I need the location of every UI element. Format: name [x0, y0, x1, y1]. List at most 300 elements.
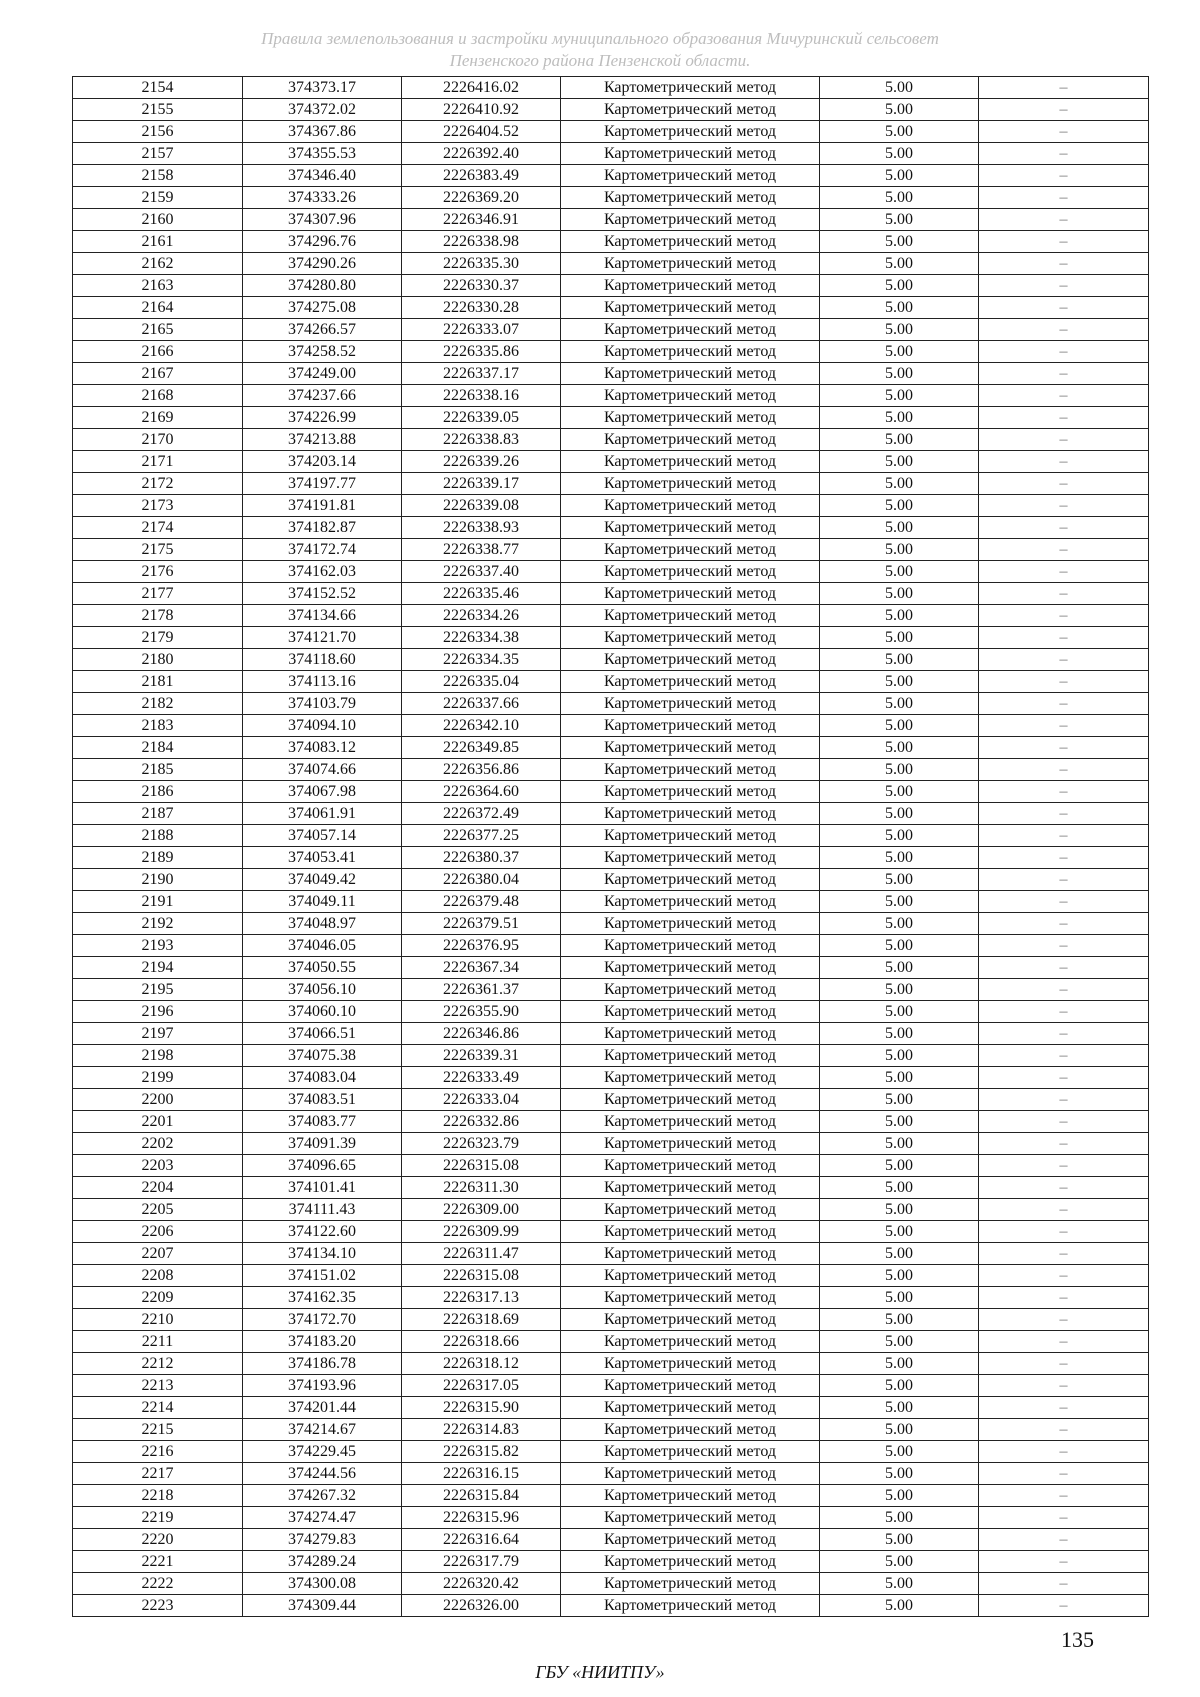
point-number-cell: 2166 [73, 341, 243, 363]
y-coordinate-cell: 2226309.99 [402, 1221, 561, 1243]
x-coordinate-cell: 374201.44 [243, 1397, 402, 1419]
x-coordinate-cell: 374258.52 [243, 341, 402, 363]
accuracy-cell: 5.00 [820, 1287, 979, 1309]
table-row [73, 627, 1149, 649]
note-cell: – [979, 319, 1149, 341]
table-row [73, 1111, 1149, 1133]
method-cell: Картометрический метод [561, 1485, 820, 1507]
table-row [73, 957, 1149, 979]
y-coordinate-cell: 2226383.49 [402, 165, 561, 187]
note-cell: – [979, 165, 1149, 187]
table-row [73, 1441, 1149, 1463]
x-coordinate-cell: 374267.32 [243, 1485, 402, 1507]
method-cell: Картометрический метод [561, 1265, 820, 1287]
note-cell: – [979, 671, 1149, 693]
accuracy-cell: 5.00 [820, 1551, 979, 1573]
table-row [73, 605, 1149, 627]
note-cell: – [979, 935, 1149, 957]
note-cell: – [979, 1111, 1149, 1133]
table-row [73, 935, 1149, 957]
x-coordinate-cell: 374061.91 [243, 803, 402, 825]
table-row [73, 517, 1149, 539]
point-number-cell: 2214 [73, 1397, 243, 1419]
note-cell: – [979, 1221, 1149, 1243]
method-cell: Картометрический метод [561, 429, 820, 451]
x-coordinate-cell: 374083.12 [243, 737, 402, 759]
table-row [73, 187, 1149, 209]
accuracy-cell: 5.00 [820, 913, 979, 935]
x-coordinate-cell: 374203.14 [243, 451, 402, 473]
accuracy-cell: 5.00 [820, 957, 979, 979]
note-cell: – [979, 341, 1149, 363]
table-row [73, 979, 1149, 1001]
accuracy-cell: 5.00 [820, 1045, 979, 1067]
note-cell: – [979, 715, 1149, 737]
accuracy-cell: 5.00 [820, 693, 979, 715]
note-cell: – [979, 121, 1149, 143]
method-cell: Картометрический метод [561, 1045, 820, 1067]
method-cell: Картометрический метод [561, 1199, 820, 1221]
y-coordinate-cell: 2226337.17 [402, 363, 561, 385]
method-cell: Картометрический метод [561, 1397, 820, 1419]
point-number-cell: 2215 [73, 1419, 243, 1441]
method-cell: Картометрический метод [561, 385, 820, 407]
x-coordinate-cell: 374275.08 [243, 297, 402, 319]
y-coordinate-cell: 2226338.83 [402, 429, 561, 451]
x-coordinate-cell: 374274.47 [243, 1507, 402, 1529]
y-coordinate-cell: 2226317.05 [402, 1375, 561, 1397]
table-row [73, 1309, 1149, 1331]
x-coordinate-cell: 374048.97 [243, 913, 402, 935]
table-row [73, 275, 1149, 297]
point-number-cell: 2204 [73, 1177, 243, 1199]
y-coordinate-cell: 2226337.40 [402, 561, 561, 583]
x-coordinate-cell: 374066.51 [243, 1023, 402, 1045]
y-coordinate-cell: 2226334.35 [402, 649, 561, 671]
x-coordinate-cell: 374296.76 [243, 231, 402, 253]
point-number-cell: 2200 [73, 1089, 243, 1111]
x-coordinate-cell: 374266.57 [243, 319, 402, 341]
accuracy-cell: 5.00 [820, 539, 979, 561]
point-number-cell: 2218 [73, 1485, 243, 1507]
note-cell: – [979, 275, 1149, 297]
note-cell: – [979, 1441, 1149, 1463]
table-row [73, 1419, 1149, 1441]
point-number-cell: 2196 [73, 1001, 243, 1023]
accuracy-cell: 5.00 [820, 1265, 979, 1287]
accuracy-cell: 5.00 [820, 781, 979, 803]
note-cell: – [979, 363, 1149, 385]
point-number-cell: 2195 [73, 979, 243, 1001]
method-cell: Картометрический метод [561, 957, 820, 979]
accuracy-cell: 5.00 [820, 1573, 979, 1595]
note-cell: – [979, 1067, 1149, 1089]
table-row [73, 1001, 1149, 1023]
note-cell: – [979, 517, 1149, 539]
x-coordinate-cell: 374053.41 [243, 847, 402, 869]
x-coordinate-cell: 374213.88 [243, 429, 402, 451]
table-row [73, 693, 1149, 715]
note-cell: – [979, 143, 1149, 165]
point-number-cell: 2188 [73, 825, 243, 847]
method-cell: Картометрический метод [561, 1331, 820, 1353]
x-coordinate-cell: 374172.74 [243, 539, 402, 561]
note-cell: – [979, 1133, 1149, 1155]
accuracy-cell: 5.00 [820, 165, 979, 187]
accuracy-cell: 5.00 [820, 1001, 979, 1023]
point-number-cell: 2168 [73, 385, 243, 407]
y-coordinate-cell: 2226311.30 [402, 1177, 561, 1199]
accuracy-cell: 5.00 [820, 121, 979, 143]
point-number-cell: 2192 [73, 913, 243, 935]
method-cell: Картометрический метод [561, 187, 820, 209]
method-cell: Картометрический метод [561, 759, 820, 781]
note-cell: – [979, 187, 1149, 209]
y-coordinate-cell: 2226315.90 [402, 1397, 561, 1419]
method-cell: Картометрический метод [561, 913, 820, 935]
accuracy-cell: 5.00 [820, 1111, 979, 1133]
x-coordinate-cell: 374075.38 [243, 1045, 402, 1067]
method-cell: Картометрический метод [561, 1023, 820, 1045]
y-coordinate-cell: 2226317.79 [402, 1551, 561, 1573]
accuracy-cell: 5.00 [820, 737, 979, 759]
y-coordinate-cell: 2226314.83 [402, 1419, 561, 1441]
point-number-cell: 2211 [73, 1331, 243, 1353]
method-cell: Картометрический метод [561, 231, 820, 253]
point-number-cell: 2208 [73, 1265, 243, 1287]
method-cell: Картометрический метод [561, 847, 820, 869]
method-cell: Картометрический метод [561, 253, 820, 275]
note-cell: – [979, 451, 1149, 473]
point-number-cell: 2223 [73, 1595, 243, 1617]
y-coordinate-cell: 2226335.04 [402, 671, 561, 693]
x-coordinate-cell: 374103.79 [243, 693, 402, 715]
x-coordinate-cell: 374355.53 [243, 143, 402, 165]
y-coordinate-cell: 2226338.16 [402, 385, 561, 407]
method-cell: Картометрический метод [561, 649, 820, 671]
method-cell: Картометрический метод [561, 407, 820, 429]
note-cell: – [979, 1419, 1149, 1441]
method-cell: Картометрический метод [561, 1595, 820, 1617]
accuracy-cell: 5.00 [820, 1331, 979, 1353]
point-number-cell: 2173 [73, 495, 243, 517]
point-number-cell: 2206 [73, 1221, 243, 1243]
accuracy-cell: 5.00 [820, 1485, 979, 1507]
method-cell: Картометрический метод [561, 979, 820, 1001]
accuracy-cell: 5.00 [820, 935, 979, 957]
x-coordinate-cell: 374050.55 [243, 957, 402, 979]
point-number-cell: 2216 [73, 1441, 243, 1463]
x-coordinate-cell: 374151.02 [243, 1265, 402, 1287]
note-cell: – [979, 869, 1149, 891]
point-number-cell: 2183 [73, 715, 243, 737]
x-coordinate-cell: 374113.16 [243, 671, 402, 693]
method-cell: Картометрический метод [561, 319, 820, 341]
table-row [73, 473, 1149, 495]
table-row [73, 1221, 1149, 1243]
method-cell: Картометрический метод [561, 99, 820, 121]
accuracy-cell: 5.00 [820, 869, 979, 891]
y-coordinate-cell: 2226379.51 [402, 913, 561, 935]
point-number-cell: 2209 [73, 1287, 243, 1309]
method-cell: Картометрический метод [561, 539, 820, 561]
x-coordinate-cell: 374096.65 [243, 1155, 402, 1177]
point-number-cell: 2212 [73, 1353, 243, 1375]
accuracy-cell: 5.00 [820, 275, 979, 297]
point-number-cell: 2205 [73, 1199, 243, 1221]
note-cell: – [979, 253, 1149, 275]
y-coordinate-cell: 2226335.86 [402, 341, 561, 363]
accuracy-cell: 5.00 [820, 1243, 979, 1265]
x-coordinate-cell: 374122.60 [243, 1221, 402, 1243]
table-row [73, 429, 1149, 451]
note-cell: – [979, 1045, 1149, 1067]
note-cell: – [979, 495, 1149, 517]
x-coordinate-cell: 374244.56 [243, 1463, 402, 1485]
table-row [73, 495, 1149, 517]
table-row [73, 1529, 1149, 1551]
y-coordinate-cell: 2226311.47 [402, 1243, 561, 1265]
accuracy-cell: 5.00 [820, 1353, 979, 1375]
table-row [73, 1177, 1149, 1199]
table-row [73, 451, 1149, 473]
header-line-2: Пензенского района Пензенской области. [449, 51, 751, 70]
accuracy-cell: 5.00 [820, 1595, 979, 1617]
accuracy-cell: 5.00 [820, 1529, 979, 1551]
y-coordinate-cell: 2226330.37 [402, 275, 561, 297]
page-header [0, 28, 1200, 72]
x-coordinate-cell: 374083.77 [243, 1111, 402, 1133]
x-coordinate-cell: 374094.10 [243, 715, 402, 737]
point-number-cell: 2178 [73, 605, 243, 627]
table-row [73, 77, 1149, 99]
accuracy-cell: 5.00 [820, 495, 979, 517]
x-coordinate-cell: 374307.96 [243, 209, 402, 231]
method-cell: Картометрический метод [561, 561, 820, 583]
method-cell: Картометрический метод [561, 165, 820, 187]
method-cell: Картометрический метод [561, 1287, 820, 1309]
point-number-cell: 2207 [73, 1243, 243, 1265]
point-number-cell: 2184 [73, 737, 243, 759]
method-cell: Картометрический метод [561, 1133, 820, 1155]
note-cell: – [979, 781, 1149, 803]
note-cell: – [979, 1287, 1149, 1309]
method-cell: Картометрический метод [561, 891, 820, 913]
note-cell: – [979, 1353, 1149, 1375]
note-cell: – [979, 891, 1149, 913]
point-number-cell: 2197 [73, 1023, 243, 1045]
note-cell: – [979, 847, 1149, 869]
method-cell: Картометрический метод [561, 693, 820, 715]
table-row [73, 759, 1149, 781]
y-coordinate-cell: 2226333.49 [402, 1067, 561, 1089]
x-coordinate-cell: 374111.43 [243, 1199, 402, 1221]
table-row [73, 1551, 1149, 1573]
table-row [73, 1331, 1149, 1353]
y-coordinate-cell: 2226337.66 [402, 693, 561, 715]
y-coordinate-cell: 2226346.91 [402, 209, 561, 231]
method-cell: Картометрический метод [561, 1419, 820, 1441]
y-coordinate-cell: 2226335.30 [402, 253, 561, 275]
point-number-cell: 2171 [73, 451, 243, 473]
table-row [73, 1595, 1149, 1617]
y-coordinate-cell: 2226346.86 [402, 1023, 561, 1045]
accuracy-cell: 5.00 [820, 671, 979, 693]
note-cell: – [979, 473, 1149, 495]
accuracy-cell: 5.00 [820, 1155, 979, 1177]
table-row [73, 253, 1149, 275]
point-number-cell: 2185 [73, 759, 243, 781]
accuracy-cell: 5.00 [820, 583, 979, 605]
note-cell: – [979, 605, 1149, 627]
point-number-cell: 2169 [73, 407, 243, 429]
y-coordinate-cell: 2226326.00 [402, 1595, 561, 1617]
accuracy-cell: 5.00 [820, 1309, 979, 1331]
accuracy-cell: 5.00 [820, 517, 979, 539]
accuracy-cell: 5.00 [820, 1177, 979, 1199]
point-number-cell: 2167 [73, 363, 243, 385]
table-row [73, 1243, 1149, 1265]
point-number-cell: 2203 [73, 1155, 243, 1177]
note-cell: – [979, 1001, 1149, 1023]
note-cell: – [979, 1089, 1149, 1111]
y-coordinate-cell: 2226318.69 [402, 1309, 561, 1331]
table-row [73, 649, 1149, 671]
point-number-cell: 2182 [73, 693, 243, 715]
point-number-cell: 2187 [73, 803, 243, 825]
note-cell: – [979, 1507, 1149, 1529]
point-number-cell: 2163 [73, 275, 243, 297]
y-coordinate-cell: 2226335.46 [402, 583, 561, 605]
note-cell: – [979, 913, 1149, 935]
x-coordinate-cell: 374101.41 [243, 1177, 402, 1199]
point-number-cell: 2217 [73, 1463, 243, 1485]
method-cell: Картометрический метод [561, 297, 820, 319]
table-row [73, 385, 1149, 407]
y-coordinate-cell: 2226364.60 [402, 781, 561, 803]
note-cell: – [979, 1199, 1149, 1221]
method-cell: Картометрический метод [561, 275, 820, 297]
x-coordinate-cell: 374197.77 [243, 473, 402, 495]
method-cell: Картометрический метод [561, 1309, 820, 1331]
accuracy-cell: 5.00 [820, 715, 979, 737]
accuracy-cell: 5.00 [820, 979, 979, 1001]
accuracy-cell: 5.00 [820, 407, 979, 429]
accuracy-cell: 5.00 [820, 473, 979, 495]
method-cell: Картометрический метод [561, 737, 820, 759]
y-coordinate-cell: 2226315.08 [402, 1265, 561, 1287]
y-coordinate-cell: 2226334.38 [402, 627, 561, 649]
accuracy-cell: 5.00 [820, 99, 979, 121]
x-coordinate-cell: 374172.70 [243, 1309, 402, 1331]
point-number-cell: 2170 [73, 429, 243, 451]
table-row [73, 1353, 1149, 1375]
y-coordinate-cell: 2226320.42 [402, 1573, 561, 1595]
x-coordinate-cell: 374057.14 [243, 825, 402, 847]
accuracy-cell: 5.00 [820, 1221, 979, 1243]
note-cell: – [979, 1463, 1149, 1485]
accuracy-cell: 5.00 [820, 451, 979, 473]
y-coordinate-cell: 2226377.25 [402, 825, 561, 847]
table-row [73, 781, 1149, 803]
y-coordinate-cell: 2226342.10 [402, 715, 561, 737]
note-cell: – [979, 1331, 1149, 1353]
method-cell: Картометрический метод [561, 1177, 820, 1199]
x-coordinate-cell: 374049.42 [243, 869, 402, 891]
y-coordinate-cell: 2226380.37 [402, 847, 561, 869]
y-coordinate-cell: 2226376.95 [402, 935, 561, 957]
x-coordinate-cell: 374134.66 [243, 605, 402, 627]
note-cell: – [979, 1529, 1149, 1551]
x-coordinate-cell: 374083.04 [243, 1067, 402, 1089]
note-cell: – [979, 825, 1149, 847]
y-coordinate-cell: 2226333.04 [402, 1089, 561, 1111]
method-cell: Картометрический метод [561, 143, 820, 165]
table-row [73, 1287, 1149, 1309]
y-coordinate-cell: 2226333.07 [402, 319, 561, 341]
point-number-cell: 2156 [73, 121, 243, 143]
method-cell: Картометрический метод [561, 495, 820, 517]
point-number-cell: 2157 [73, 143, 243, 165]
point-number-cell: 2202 [73, 1133, 243, 1155]
note-cell: – [979, 1243, 1149, 1265]
accuracy-cell: 5.00 [820, 385, 979, 407]
note-cell: – [979, 737, 1149, 759]
y-coordinate-cell: 2226332.86 [402, 1111, 561, 1133]
table-row [73, 847, 1149, 869]
table-row [73, 1375, 1149, 1397]
note-cell: – [979, 1177, 1149, 1199]
accuracy-cell: 5.00 [820, 1463, 979, 1485]
point-number-cell: 2161 [73, 231, 243, 253]
table-row [73, 297, 1149, 319]
method-cell: Картометрический метод [561, 1529, 820, 1551]
x-coordinate-cell: 374191.81 [243, 495, 402, 517]
note-cell: – [979, 1551, 1149, 1573]
accuracy-cell: 5.00 [820, 1199, 979, 1221]
table-row [73, 1067, 1149, 1089]
accuracy-cell: 5.00 [820, 231, 979, 253]
point-number-cell: 2154 [73, 77, 243, 99]
method-cell: Картометрический метод [561, 1463, 820, 1485]
note-cell: – [979, 561, 1149, 583]
x-coordinate-cell: 374300.08 [243, 1573, 402, 1595]
note-cell: – [979, 407, 1149, 429]
y-coordinate-cell: 2226318.12 [402, 1353, 561, 1375]
point-number-cell: 2155 [73, 99, 243, 121]
point-number-cell: 2210 [73, 1309, 243, 1331]
x-coordinate-cell: 374118.60 [243, 649, 402, 671]
table-row [73, 363, 1149, 385]
note-cell: – [979, 979, 1149, 1001]
note-cell: – [979, 1595, 1149, 1617]
x-coordinate-cell: 374046.05 [243, 935, 402, 957]
accuracy-cell: 5.00 [820, 319, 979, 341]
table-row [73, 341, 1149, 363]
point-number-cell: 2159 [73, 187, 243, 209]
x-coordinate-cell: 374183.20 [243, 1331, 402, 1353]
y-coordinate-cell: 2226318.66 [402, 1331, 561, 1353]
table-row [73, 1155, 1149, 1177]
accuracy-cell: 5.00 [820, 1419, 979, 1441]
y-coordinate-cell: 2226338.98 [402, 231, 561, 253]
x-coordinate-cell: 374280.80 [243, 275, 402, 297]
table-row [73, 737, 1149, 759]
table-row [73, 1023, 1149, 1045]
note-cell: – [979, 803, 1149, 825]
table-row [73, 715, 1149, 737]
method-cell: Картометрический метод [561, 1001, 820, 1023]
